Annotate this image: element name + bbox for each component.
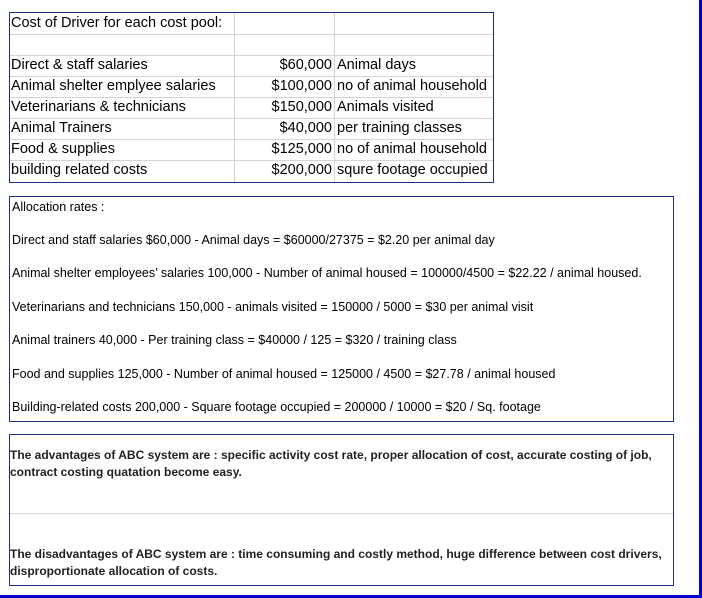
cost-pool-amount: $125,000: [271, 141, 332, 157]
disadvantages-text: The disadvantages of ABC system are : time consuming and costly method, huge difference between cost drivers, disproportionate allocation of costs.: [10, 547, 662, 578]
allocation-rates-box: [9, 196, 674, 422]
cost-pool-name: Food & supplies: [11, 141, 115, 157]
cost-pool-amount: $200,000: [271, 162, 332, 178]
advantages-text: The advantages of ABC system are : specific activity cost rate, proper allocation of cost, accurate costing of job, contract costing quatation become easy.: [10, 448, 652, 479]
row-divider: [10, 34, 493, 35]
divider: [10, 513, 673, 514]
allocation-line: Direct and staff salaries $60,000 - Animal days = $60000/27375 = $2.20 per animal day: [12, 233, 495, 247]
cost-pool-name: building related costs: [11, 162, 148, 178]
allocation-line: Building-related costs 200,000 - Square footage occupied = 200000 / 10000 = $20 / Sq. footage: [12, 400, 541, 414]
cost-driver: no of animal household: [337, 141, 487, 157]
cost-pool-name: Veterinarians & technicians: [11, 99, 186, 115]
cost-driver: no of animal household: [337, 78, 487, 94]
allocation-line: Veterinarians and technicians 150,000 - animals visited = 150000 / 5000 = $30 per animal visit: [12, 300, 534, 314]
cost-pool-amount: $150,000: [271, 99, 332, 115]
cost-driver: squre footage occupied: [337, 162, 488, 178]
cost-pool-name: Direct & staff salaries: [11, 57, 148, 73]
cost-driver: Animals visited: [337, 99, 434, 115]
allocation-line: Animal shelter employees’ salaries 100,000 - Number of animal housed = 100000/4500 = $22.22 / animal housed.: [12, 266, 642, 280]
cost-pool-amount: $40,000: [279, 120, 332, 136]
cost-pool-amount: $100,000: [271, 78, 332, 94]
allocation-title: Allocation rates :: [12, 200, 105, 214]
allocation-line: Food and supplies 125,000 - Number of animal housed = 125000 / 4500 = $27.78 / animal housed: [12, 367, 556, 381]
cost-pool-table: [9, 12, 494, 183]
cost-pool-amount: $60,000: [279, 57, 332, 73]
cost-driver: per training classes: [337, 120, 462, 136]
cost-pool-name: Animal shelter emplyee salaries: [11, 78, 216, 94]
allocation-line: Animal trainers 40,000 - Per training class = $40000 / 125 = $320 / training class: [12, 333, 457, 347]
cost-driver: Animal days: [337, 57, 416, 73]
abc-summary-box: [9, 434, 674, 586]
table-header: Cost of Driver for each cost pool:: [11, 15, 223, 31]
cost-pool-name: Animal Trainers: [11, 120, 112, 136]
